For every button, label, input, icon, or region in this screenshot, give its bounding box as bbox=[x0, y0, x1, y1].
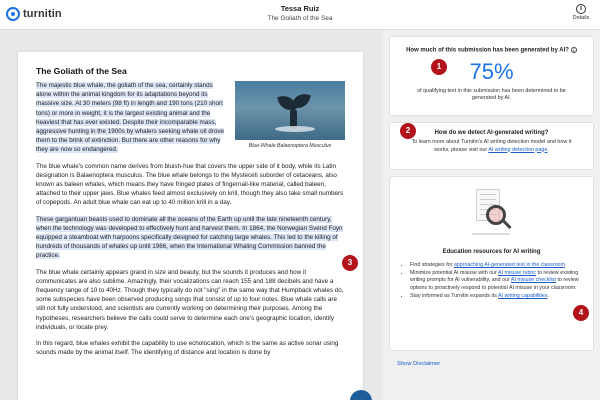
ai-writing-capabilities-link[interactable]: AI writing capabilities bbox=[498, 292, 548, 299]
ai-misuse-rubric-link[interactable]: AI misuse rubric bbox=[498, 270, 537, 277]
list-item: • Find strategies for approaching AI-generated text in the classroom. bbox=[410, 262, 583, 269]
callout-marker-4: 4 bbox=[573, 305, 589, 321]
ai-report-panel bbox=[383, 30, 600, 400]
ai-highlight-2[interactable]: These gargantuan beasts used to dominate all the oceans of the Earth up until the late nineteenth century, when the technology was developed to effectively hunt and harvest them. In 1864, the Norwegian Svend Foyn equipped a steamboat with harpoons specifically designed for catching large whales. This led to the killing of hundreds of thousands of whales up until 1966, when the International Whaling Commission banned the practice. bbox=[36, 215, 343, 260]
ai-score-description: of qualifying text in this submission has been determined to be generated by AI. bbox=[417, 87, 566, 102]
paragraph-2: The blue whale's common name derives from bluish-hue that covers the upper side of it body, while its Latin designation is Balaenoptera musculus. The blue whale belongs to the Mysteceti suborder of cetaceans, also known as baleen whales, which means they have fringed plates of fingernail-like material, called baleen, attached to their upper jaws. Blue whales feed almost exclusively on krill, though they also take small numbers of copepods. An adult blue whale can eat up to 40 million krill in a day. bbox=[36, 162, 344, 207]
details-button[interactable] bbox=[568, 3, 594, 27]
ai-highlight-1[interactable]: The majestic blue whale, the goliath of the sea, certainly stands alone within the animal kingdom for its adaptations beyond its massive size. At 30 meters (98 ft) in length and 190 tons (210 short tons) or more in weight, it is the largest existing animal and the heaviest that has ever existed. Despite their incomparable mass, aggressive hunting in the 1900s by whalers seeking whale oil drove them to the brink of extinction. But there are other reasons for why they are now so endangered. bbox=[36, 82, 224, 154]
show-disclaimer-link[interactable]: Show Disclaimer bbox=[397, 361, 441, 367]
document-viewer[interactable] bbox=[0, 30, 383, 400]
classroom-strategies-link[interactable]: approaching AI-generated text in the classroom bbox=[453, 262, 565, 268]
ai-misuse-checklist-link[interactable]: AI misuse checklist bbox=[510, 277, 556, 284]
ai-detection-info-card bbox=[389, 122, 594, 170]
ai-percentage: 75% bbox=[469, 58, 514, 84]
logo-text: turnitin bbox=[23, 8, 62, 20]
ai-detection-page-link[interactable]: AI writing detection page bbox=[488, 146, 548, 153]
list-item: • Minimize potential AI misuse with our AI misuse rubric to review existing writing prompts for AI vulnerability, and our AI misuse checklist to review options to proactively respond to potential AI misuse in your classroom. bbox=[410, 270, 583, 292]
ai-score-card bbox=[389, 36, 594, 116]
document-page bbox=[18, 52, 363, 400]
detection-text: To learn more about Turnitin's AI writing detection model and how it works, please visit our AI writing detection page. bbox=[411, 139, 572, 153]
callout-marker-1: 1 bbox=[431, 59, 447, 75]
info-icon[interactable]: i bbox=[571, 47, 577, 53]
list-item: • Stay informed as Turnitin expands its AI writing capabilities. bbox=[410, 293, 583, 300]
top-bar bbox=[0, 0, 600, 30]
submission-title: The Goliath of the Sea bbox=[267, 15, 333, 22]
resources-list bbox=[390, 262, 593, 300]
detection-heading: How do we detect AI-generated writing? bbox=[434, 130, 549, 136]
ai-score-question: How much of this submission has been generated by AI? i bbox=[390, 47, 593, 54]
details-label: Details bbox=[572, 15, 590, 21]
whale-tail-image bbox=[235, 81, 345, 140]
callout-marker-2: 2 bbox=[400, 123, 416, 139]
paragraph-3 bbox=[36, 215, 345, 261]
figure-caption: Blue-Whale Balaenoptera Musculus bbox=[248, 143, 332, 149]
document-heading: The Goliath of the Sea bbox=[36, 66, 127, 76]
resources-heading: Education resources for AI writing bbox=[442, 249, 541, 255]
education-resources-card bbox=[389, 176, 594, 351]
whale-figure bbox=[235, 81, 345, 149]
paragraph-4: The blue whale certainly appears grand in size and beauty, but the sounds it produces and how it communicates are also sublime. Amazingly, their vocalizations can reach 155 and 188 decibels and have a frequency range of 10 to 40Hz. Though they typically do not "sing" in the same way that Humpback whales do, some subspecies have been observed producing songs that consist of up to four notes. Blue whale calls are still not fully understood, and scientists are currently working on determining their purposes. Among the hypotheses, researchers believe the calls could serve to determine each one's geographic location, identify individuals, or locate prey. bbox=[36, 268, 344, 331]
paragraph-5: In this regard, blue whales exhibit the capability to use echolocation, which is the same as active sonar using sounds made by the animal itself. The identifying of distance and location is done by bbox=[36, 340, 339, 357]
info-icon: i bbox=[576, 4, 586, 14]
document-magnifier-illustration bbox=[462, 189, 522, 243]
student-name: Tessa Ruiz bbox=[280, 4, 320, 13]
callout-marker-3: 3 bbox=[342, 255, 358, 271]
